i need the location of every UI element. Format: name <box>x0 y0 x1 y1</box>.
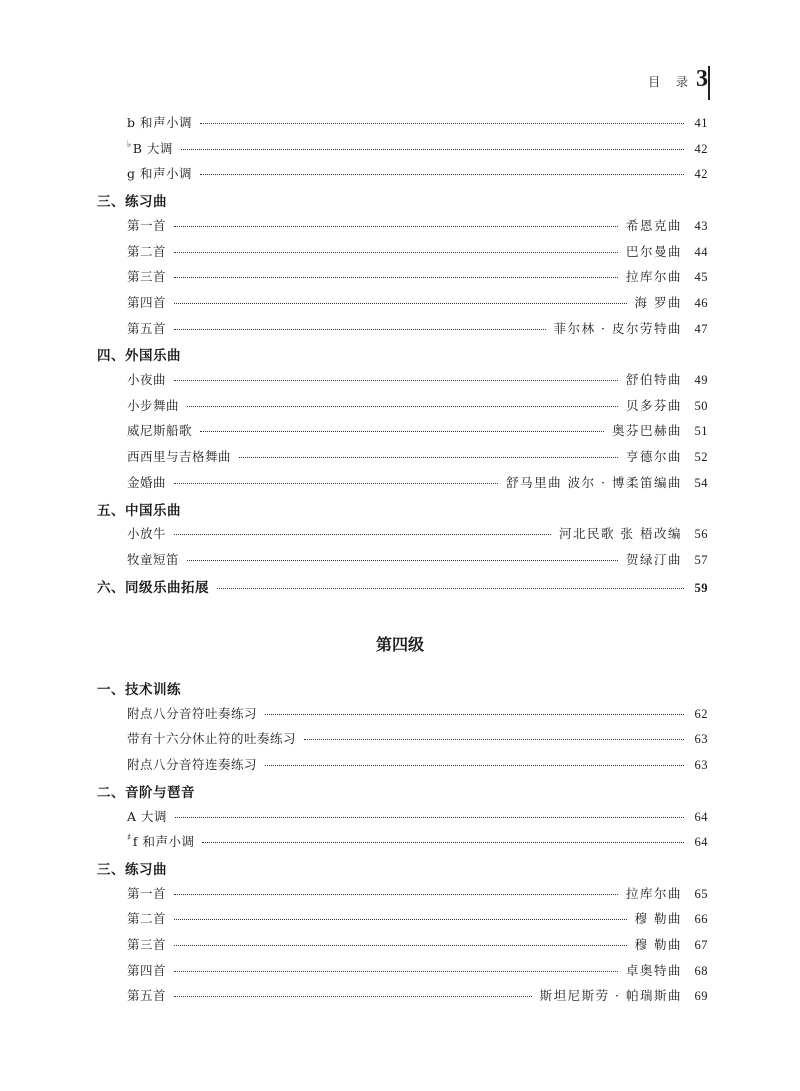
header-rule <box>708 66 710 100</box>
toc-entry[interactable] <box>127 473 708 493</box>
entry-title <box>127 909 166 927</box>
entry-label-text: 第一首 <box>127 885 167 901</box>
dot-leader <box>174 252 618 253</box>
dot-leader <box>174 534 551 535</box>
running-header <box>648 66 708 93</box>
entry-label-text: 一、技术训练 <box>97 682 181 698</box>
entry-label-text: 小放牛 <box>127 526 167 542</box>
dot-leader <box>174 971 618 972</box>
entry-label-text: 小夜曲 <box>127 372 167 387</box>
entry-label-text: B 大调 <box>132 140 173 156</box>
dot-leader <box>174 945 627 946</box>
toc-entry[interactable] <box>127 139 708 159</box>
section-title <box>97 576 209 596</box>
page-number: 59 <box>694 580 708 595</box>
toc-section-heading[interactable] <box>97 344 708 364</box>
entry-title <box>127 396 179 414</box>
toc-entry[interactable] <box>127 319 708 339</box>
dot-leader <box>174 303 627 304</box>
section-title <box>97 678 181 698</box>
toc-entry[interactable] <box>127 807 708 827</box>
dot-leader <box>174 894 618 895</box>
toc-entry[interactable] <box>127 216 708 236</box>
toc-entry[interactable] <box>127 884 708 904</box>
entry-label-text: 六、同级乐曲拓展 <box>97 579 209 596</box>
page-number: 67 <box>694 938 708 952</box>
toc-entry[interactable] <box>127 113 708 133</box>
dot-leader <box>265 714 684 715</box>
entry-composer: 舒伯特曲 <box>625 372 682 387</box>
entry-title <box>127 832 194 850</box>
entry-title <box>127 293 166 311</box>
entry-title <box>127 935 166 953</box>
entry-label-text: 金婚曲 <box>127 474 167 490</box>
section-title <box>97 781 195 801</box>
page-number: 66 <box>694 912 708 927</box>
dot-leader <box>200 174 684 175</box>
accidental-symbol: ♯ <box>127 833 132 844</box>
dot-leader <box>265 765 684 766</box>
toc-section-heading[interactable] <box>97 190 708 210</box>
page-number: 42 <box>694 167 708 182</box>
page-number: 49 <box>694 373 708 387</box>
toc-entry[interactable] <box>127 961 708 981</box>
entry-composer: 亨德尔曲 <box>625 449 682 465</box>
dot-leader <box>304 739 684 740</box>
entry-composer: 海 罗曲 <box>634 294 682 310</box>
page-number: 63 <box>694 758 708 773</box>
level-title: 第四级 <box>375 635 424 654</box>
entry-title <box>127 113 192 131</box>
section-title <box>97 858 167 878</box>
entry-label-text: 四、外国乐曲 <box>97 348 181 365</box>
toc-entry[interactable] <box>127 447 708 467</box>
dot-leader <box>181 149 684 150</box>
entry-composer: 卓奥特曲 <box>625 962 682 978</box>
entry-label-text: 威尼斯船歌 <box>127 423 193 439</box>
toc-entry[interactable] <box>127 370 708 390</box>
entry-title <box>127 755 257 773</box>
dot-leader <box>175 817 684 818</box>
toc-section-heading[interactable] <box>97 576 708 596</box>
toc-entry[interactable] <box>127 524 708 544</box>
entry-composer: 河北民歌 张 梧改编 <box>559 526 682 542</box>
dot-leader <box>217 588 684 589</box>
page-number: 64 <box>694 809 708 824</box>
entry-title <box>127 370 166 388</box>
entry-label-text: 第四首 <box>127 962 167 978</box>
toc-entry[interactable] <box>127 832 708 852</box>
toc-entry[interactable] <box>127 729 708 749</box>
entry-title <box>127 986 166 1004</box>
toc-entry[interactable] <box>127 935 708 955</box>
entry-label-text: 第二首 <box>127 243 167 259</box>
dot-leader <box>174 483 498 484</box>
entry-title <box>127 550 179 568</box>
entry-label-text: 第四首 <box>127 294 167 310</box>
page-number: 56 <box>694 527 708 542</box>
page-number: 42 <box>694 141 708 156</box>
toc-entry[interactable] <box>127 986 708 1006</box>
dot-leader <box>187 560 618 561</box>
toc-entry[interactable] <box>127 421 708 441</box>
entry-title <box>127 319 166 337</box>
entry-label-text: 第三首 <box>127 937 167 952</box>
page-number: 63 <box>694 732 708 747</box>
toc-section-heading[interactable] <box>97 499 708 519</box>
accidental-symbol: ♭ <box>127 139 132 150</box>
entry-composer: 贝多芬曲 <box>625 397 682 413</box>
entry-composer: 穆 勒曲 <box>634 911 682 927</box>
page-number: 50 <box>694 398 708 413</box>
entry-composer: 贺绿汀曲 <box>625 551 682 567</box>
toc-entry[interactable] <box>127 704 708 724</box>
entry-composer: 斯坦尼斯劳 · 帕瑞斯曲 <box>539 988 682 1004</box>
entry-composer: 拉库尔曲 <box>625 269 682 285</box>
toc-entry[interactable] <box>127 396 708 416</box>
entry-label-text: 第一首 <box>127 217 167 233</box>
entry-title <box>127 216 166 234</box>
entry-title <box>127 267 166 285</box>
entry-composer: 巴尔曼曲 <box>625 243 682 259</box>
entry-title <box>127 421 192 439</box>
header-page-number: 3 <box>696 66 708 92</box>
entry-label-text: 三、练习曲 <box>97 861 167 878</box>
toc-entry[interactable] <box>127 267 708 287</box>
entry-label-text: g 和声小调 <box>127 166 192 182</box>
entry-composer: 菲尔林 · 皮尔劳特曲 <box>553 320 682 336</box>
entry-label-text: 西西里与吉格舞曲 <box>127 449 232 465</box>
toc-section-heading[interactable] <box>97 678 708 698</box>
page-number: 62 <box>694 706 708 721</box>
section-title <box>97 344 181 364</box>
page-number: 43 <box>694 218 708 233</box>
page-number: 54 <box>694 475 708 490</box>
entry-composer: 拉库尔曲 <box>625 885 682 901</box>
dot-leader <box>174 919 627 920</box>
entry-title <box>127 961 166 979</box>
page-number: 64 <box>694 835 708 850</box>
entry-label-text: f 和声小调 <box>132 834 195 850</box>
entry-label-text: 第三首 <box>127 269 167 285</box>
toc-entry[interactable] <box>127 242 708 262</box>
dot-leader <box>239 457 618 458</box>
dot-leader <box>174 996 532 997</box>
entry-label-text: 小步舞曲 <box>127 397 180 413</box>
dot-leader <box>200 123 684 124</box>
entry-label-text: 五、中国乐曲 <box>97 502 181 519</box>
entry-title <box>127 729 296 747</box>
toc-entry[interactable] <box>127 550 708 570</box>
section-title <box>97 499 181 519</box>
dot-leader <box>200 431 604 432</box>
page-number: 45 <box>694 270 708 285</box>
entry-title <box>127 884 166 902</box>
entry-composer: 舒马里曲 波尔 · 博柔笛编曲 <box>506 474 682 490</box>
entry-composer: 奥芬巴赫曲 <box>611 423 682 439</box>
entry-title <box>127 164 192 182</box>
entry-title <box>127 524 166 542</box>
toc-entry[interactable] <box>127 909 708 929</box>
section-title <box>97 190 167 210</box>
entry-label-text: 二、音阶与琶音 <box>97 784 195 801</box>
toc-entry[interactable] <box>127 164 708 184</box>
page-number: 52 <box>694 450 708 465</box>
dot-leader <box>174 226 618 227</box>
entry-label-text: 第五首 <box>127 320 167 336</box>
entry-composer: 希恩克曲 <box>625 217 682 233</box>
entry-label-text: 附点八分音符连奏练习 <box>127 757 258 773</box>
toc-section-heading[interactable] <box>97 858 708 878</box>
entry-label-text: 带有十六分休止符的吐奏练习 <box>127 731 297 747</box>
entry-label-text: 第五首 <box>127 988 167 1004</box>
page-number: 65 <box>694 886 708 901</box>
entry-label-text: A 大调 <box>127 808 168 824</box>
toc-entry[interactable] <box>127 293 708 313</box>
entry-label-text: b 和声小调 <box>127 115 192 130</box>
entry-title <box>127 447 231 465</box>
page-number: 46 <box>694 295 708 310</box>
dot-leader <box>174 329 546 330</box>
entry-composer: 穆 勒曲 <box>634 937 682 952</box>
entry-label-text: 牧童短笛 <box>127 551 180 567</box>
entry-label-text: 附点八分音符吐奏练习 <box>127 705 258 721</box>
page-number: 68 <box>694 963 708 978</box>
dot-leader <box>174 380 618 381</box>
entry-title <box>127 242 166 260</box>
page-number: 51 <box>694 424 708 439</box>
page-number: 69 <box>694 989 708 1004</box>
page-number: 57 <box>694 552 708 567</box>
dot-leader <box>174 277 618 278</box>
dot-leader <box>202 842 684 843</box>
page-number: 44 <box>694 244 708 259</box>
toc-entry[interactable] <box>127 755 708 775</box>
entry-title <box>127 704 257 722</box>
toc-section-heading[interactable] <box>97 781 708 801</box>
page-number: 41 <box>694 116 708 130</box>
entry-label-text: 第二首 <box>127 911 167 927</box>
page-number: 47 <box>694 321 708 336</box>
header-label: 目 录 <box>648 75 694 89</box>
entry-title <box>127 473 166 491</box>
entry-title <box>127 807 167 825</box>
dot-leader <box>187 406 618 407</box>
entry-title <box>127 139 173 157</box>
entry-label-text: 三、练习曲 <box>97 194 167 211</box>
